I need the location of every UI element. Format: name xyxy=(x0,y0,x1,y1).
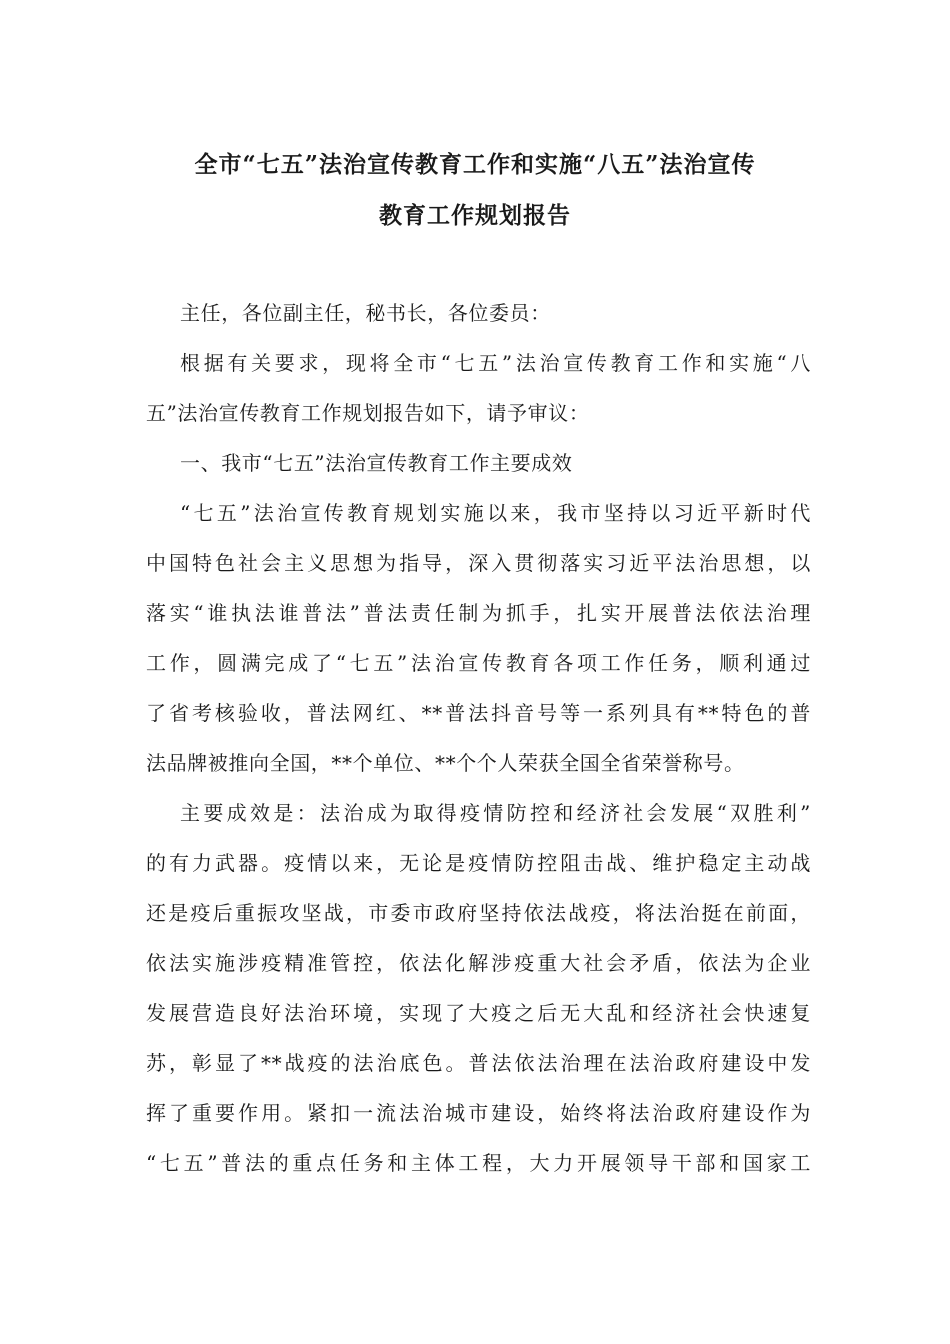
document-title-line-1: 全市“七五”法治宣传教育工作和实施“八五”法治宣传 xyxy=(194,151,756,178)
paragraph-line: 中国特色社会主义思想为指导，深入贯彻落实习近平法治思想，以 xyxy=(146,551,811,575)
paragraph-line: 还是疫后重振攻坚战，市委市政府坚持依法战疫，将法治挺在前面， xyxy=(146,901,811,925)
section-heading: 一、我市“七五”法治宣传教育工作主要成效 xyxy=(180,451,573,475)
paragraph-line: 的有力武器。疫情以来，无论是疫情防控阻击战、维护稳定主动战 xyxy=(146,851,811,875)
paragraph-line: 五”法治宣传教育工作规划报告如下，请予审议： xyxy=(146,401,590,425)
paragraph-line: 落实“谁执法谁普法”普法责任制为抓手，扎实开展普法依法治理 xyxy=(146,601,811,625)
paragraph-line: 主要成效是：法治成为取得疫情防控和经济社会发展“双胜利” xyxy=(180,801,811,825)
paragraph-line: 发展营造良好法治环境，实现了大疫之后无大乱和经济社会快速复 xyxy=(146,1001,811,1025)
paragraph-line: 挥了重要作用。紧扣一流法治城市建设，始终将法治政府建设作为 xyxy=(146,1101,811,1125)
paragraph-line: 苏，彰显了**战疫的法治底色。普法依法治理在法治政府建设中发 xyxy=(146,1051,811,1075)
paragraph-line: 了省考核验收，普法网红、**普法抖音号等一系列具有**特色的普 xyxy=(146,701,811,725)
paragraph-line: “七五”普法的重点任务和主体工程，大力开展领导干部和国家工 xyxy=(146,1151,811,1175)
paragraph-line: “七五”法治宣传教育规划实施以来，我市坚持以习近平新时代 xyxy=(180,501,811,525)
paragraph-line: 依法实施涉疫精准管控，依法化解涉疫重大社会矛盾，依法为企业 xyxy=(146,951,811,975)
paragraph-line: 法品牌被推向全国，**个单位、**个个人荣获全国全省荣誉称号。 xyxy=(146,751,745,775)
salutation: 主任，各位副主任，秘书长，各位委员： xyxy=(180,301,551,325)
paragraph-line: 工作，圆满完成了“七五”法治宣传教育各项工作任务，顺利通过 xyxy=(146,651,811,675)
document-title-line-2: 教育工作规划报告 xyxy=(379,202,571,229)
paragraph-line: 根据有关要求，现将全市“七五”法治宣传教育工作和实施“八 xyxy=(180,351,811,375)
